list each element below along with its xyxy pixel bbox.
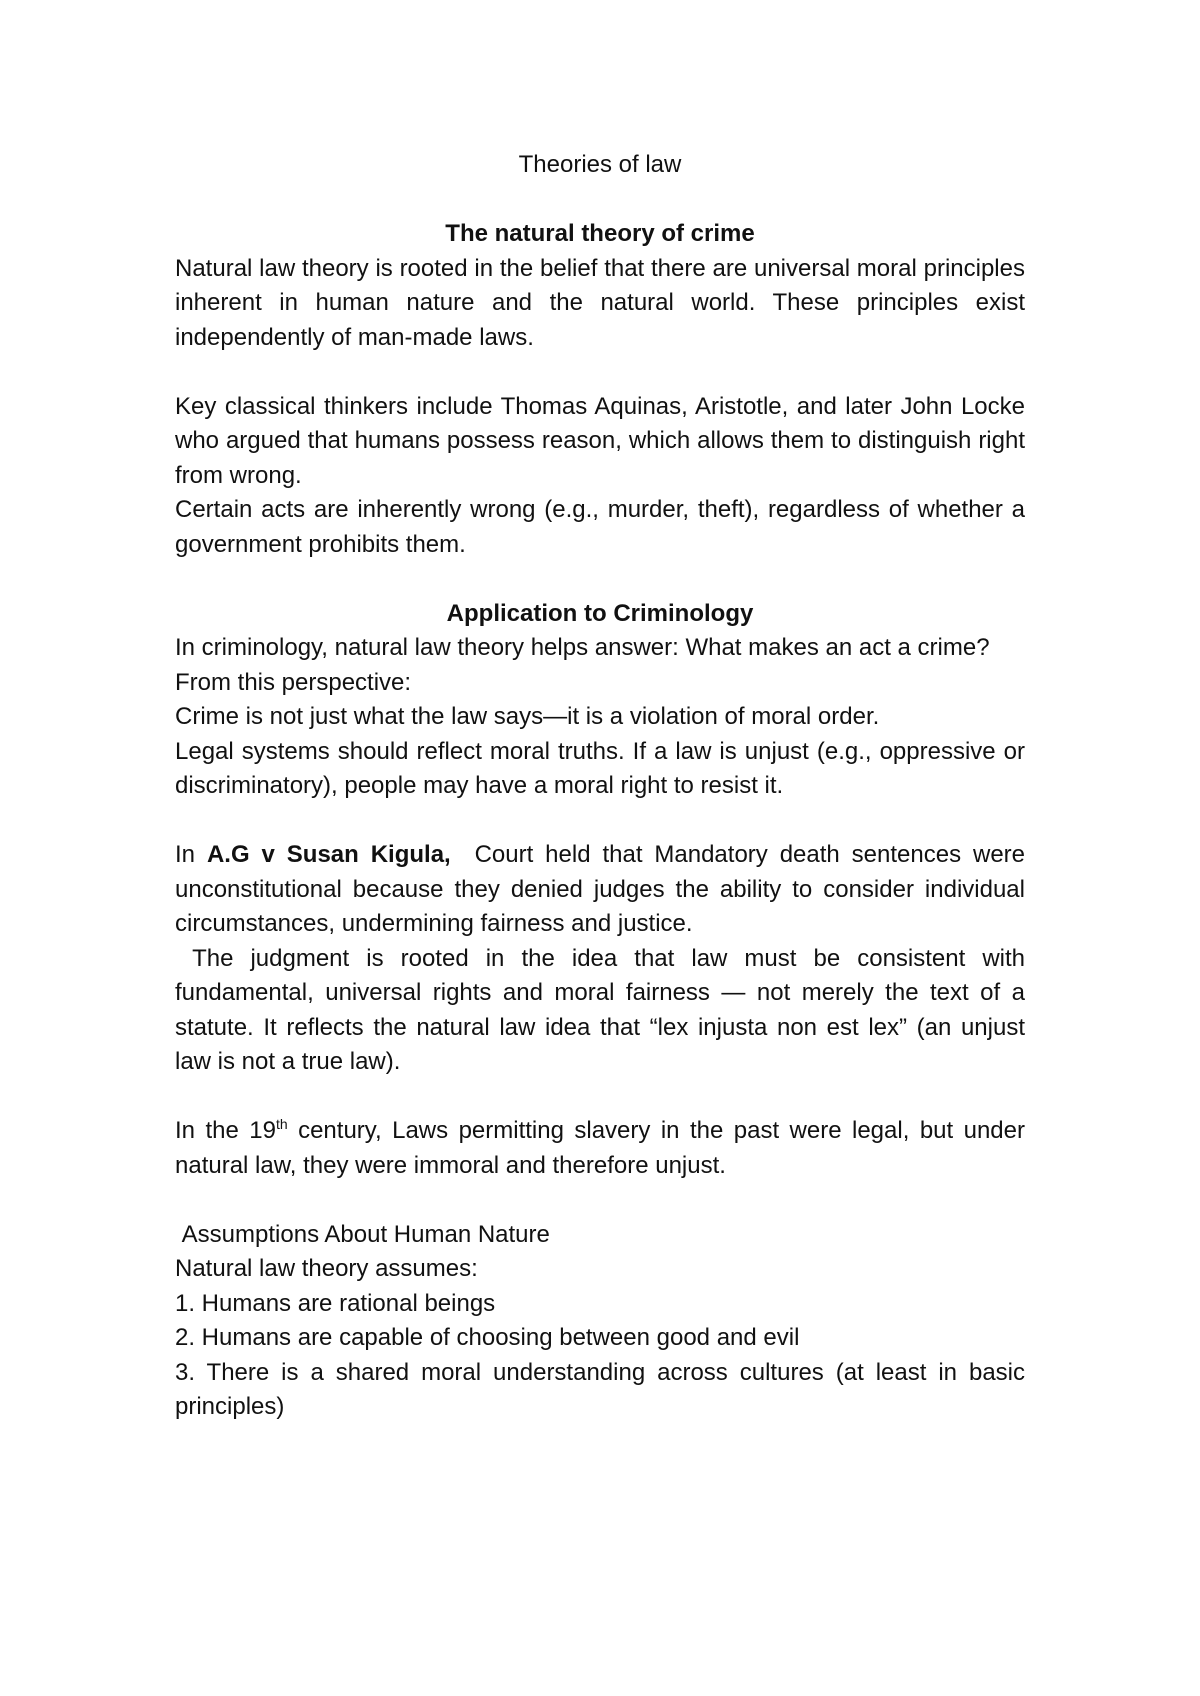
superscript-th: th [275,1116,288,1132]
spacer [175,355,1025,390]
case-name: A.G v Susan Kigula, [206,841,451,868]
list-item-assumption-2: 2. Humans are capable of choosing between good and evil [175,1324,800,1351]
section-heading-assumptions: Assumptions About Human Nature [175,1220,550,1248]
list-item-assumption-1: 1. Humans are rational beings [175,1289,496,1317]
paragraph-inherently-wrong: Certain acts are inherently wrong (e.g., murder, theft), regardless of whether a government prohibits them. [175,496,1025,558]
case-text: Court held that Mandatory death sentences were unconstitutional because they denied judges the ability to consider individual circumstances, undermining fairness and justice. [175,841,1032,937]
paragraph-assumptions-intro: Natural law theory assumes: [175,1255,478,1282]
paragraph-slavery [175,1114,1025,1183]
paragraph-legal-systems: Legal systems should reflect moral truths. If a law is unjust (e.g., oppressive or discriminatory), people may have a moral right to resist it. [175,737,1025,799]
paragraph-criminology-question: In criminology, natural law theory helps answer: What makes an act a crime? [175,634,990,661]
paragraph-classical-thinkers: Key classical thinkers include Thomas Aquinas, Aristotle, and later John Locke who argued that humans possess reason, which allows them to distinguish right from wrong. [175,392,1025,489]
section-heading-natural-theory: The natural theory of crime [445,220,755,247]
spacer [175,1080,1025,1115]
document-body [175,148,1032,1425]
case-intro: In [175,841,207,868]
spacer [175,562,1025,597]
paragraph-perspective: From this perspective: [175,668,412,696]
paragraph-judgment: The judgment is rooted in the idea that law must be consistent with fundamental, universal rights and moral fairness — not merely the text of a statute. It reflects the natural law idea that “lex injusta non est lex” (an unjust law is not a true law). [175,944,1032,1075]
spacer [175,804,1025,839]
document-title: Theories of law [518,151,682,178]
paragraph-natural-law-intro: Natural law theory is rooted in the belief that there are universal moral principles inherent in human nature and the natural world. These principles exist independently of man-made laws. [175,254,1025,351]
section-heading-criminology: Application to Criminology [446,599,754,627]
spacer [175,1183,1025,1218]
slavery-before: In the 19 [175,1117,276,1144]
spacer [175,183,1025,218]
slavery-after: century, Laws permitting slavery in the past were legal, but under natural law, they were immoral and therefore unjust. [175,1117,1025,1179]
paragraph-case-kigula [175,838,1032,942]
list-item-assumption-3: 3. There is a shared moral understanding across cultures (at least in basic principles) [175,1358,1025,1420]
paragraph-crime-definition: Crime is not just what the law says—it is a violation of moral order. [175,703,880,730]
